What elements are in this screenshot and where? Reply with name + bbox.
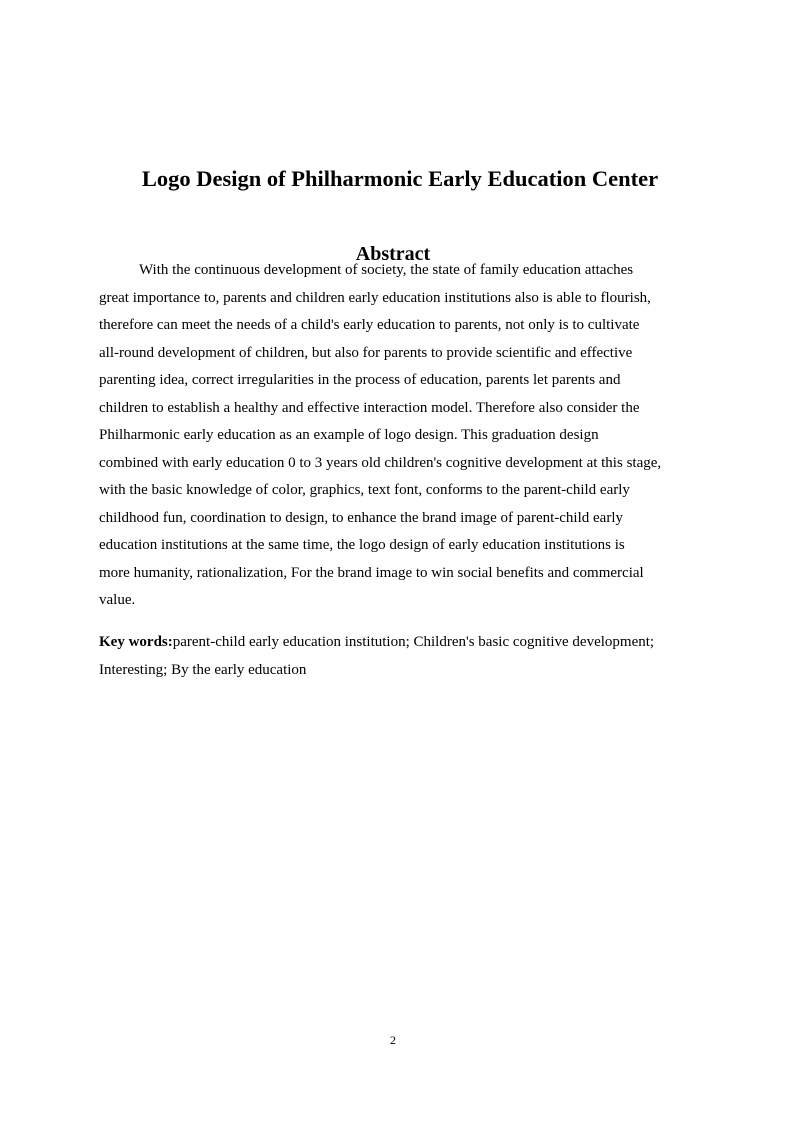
abstract-line: combined with early education 0 to 3 years old children's cognitive development at this stage, — [99, 454, 662, 471]
abstract-line: all-round development of children, but also for parents to provide scientific and effective — [99, 344, 633, 361]
keywords-line-continued: Interesting; By the early education — [99, 661, 307, 678]
keywords-label: Key words: — [99, 634, 173, 650]
abstract-line: therefore can meet the needs of a child's early education to parents, not only is to cultivate — [99, 317, 640, 333]
page-number: 2 — [390, 1033, 396, 1047]
abstract-line: children to establish a healthy and effective interaction model. Therefore also consider the — [99, 399, 640, 416]
abstract-line: With the continuous development of society, the state of family education attaches — [139, 262, 634, 278]
keywords-paragraph — [99, 629, 709, 684]
abstract-heading: Abstract — [355, 242, 431, 265]
abstract-body — [99, 257, 709, 615]
keywords-line — [99, 629, 709, 657]
abstract-line: more humanity, rationalization, For the brand image to win social benefits and commercial — [99, 564, 644, 581]
abstract-line: education institutions at the same time, the logo design of early education institutions is — [99, 537, 625, 553]
abstract-line: value. — [99, 592, 136, 608]
abstract-line: Philharmonic early education as an example of logo design. This graduation design — [99, 427, 599, 443]
abstract-line: parenting idea, correct irregularities in the process of education, parents let parents and — [99, 372, 621, 388]
abstract-line: with the basic knowledge of color, graphics, text font, conforms to the parent-child early — [99, 482, 630, 498]
document-title: Logo Design of Philharmonic Early Education Center — [141, 166, 659, 192]
keywords-text: parent-child early education institution; Children's basic cognitive development; — [172, 634, 655, 650]
abstract-line: childhood fun, coordination to design, to enhance the brand image of parent-child early — [99, 509, 623, 526]
abstract-line: great importance to, parents and children early education institutions also is able to flourish, — [99, 289, 651, 306]
